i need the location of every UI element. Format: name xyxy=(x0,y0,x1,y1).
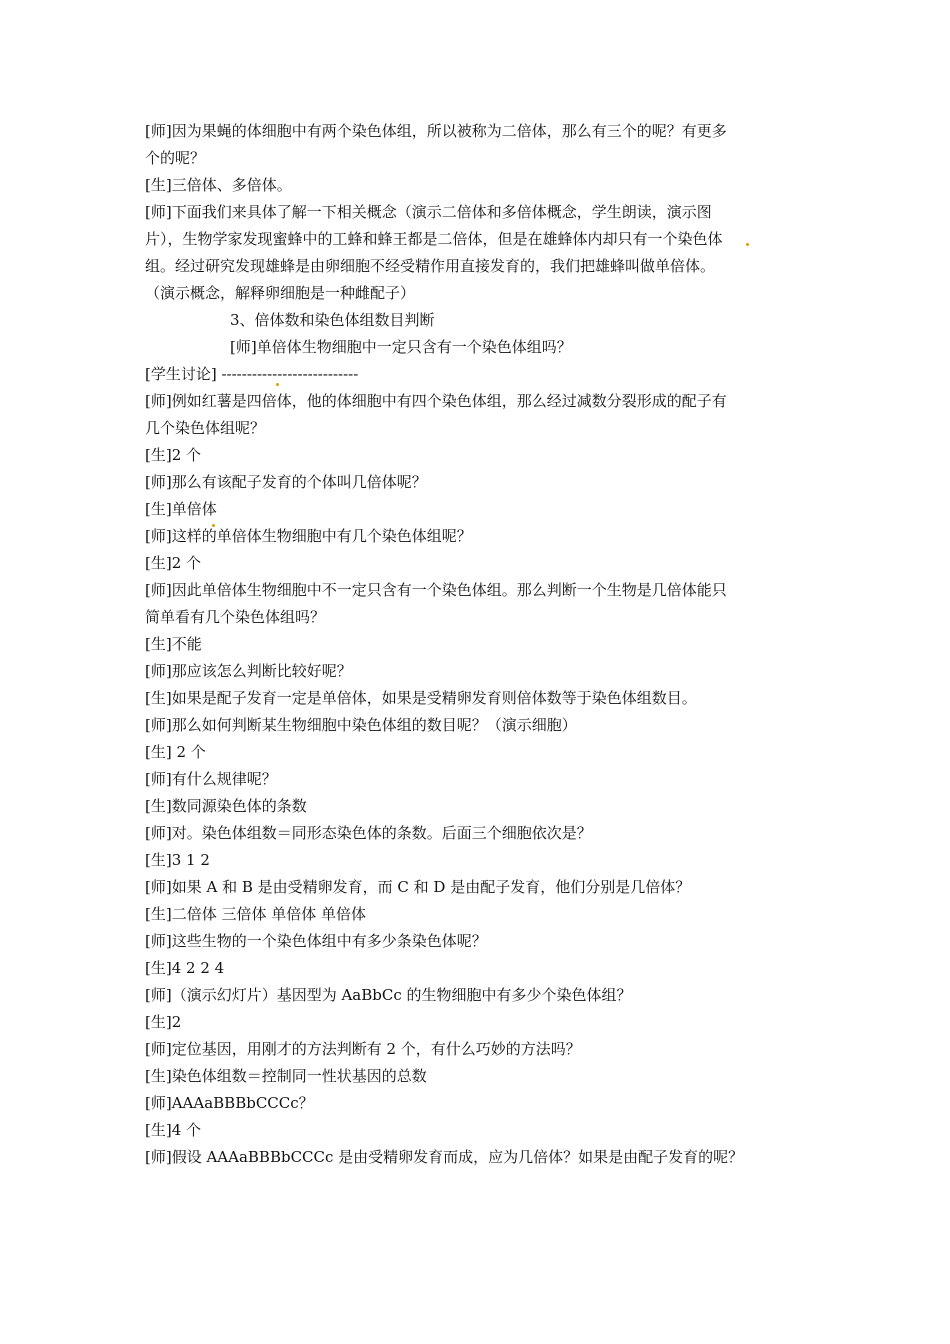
text-line: [师]那么如何判断某生物细胞中染色体组的数目呢？（演示细胞） xyxy=(145,716,577,734)
text-line: [生]三倍体、多倍体。 xyxy=(145,176,292,194)
speck-mark xyxy=(276,383,279,386)
text-line: 几个染色体组呢？ xyxy=(145,419,266,437)
text-line: [师]因此单倍体生物细胞中不一定只含有一个染色体组。那么判断一个生物是几倍体能只 xyxy=(145,581,727,599)
text-line: 个的呢？ xyxy=(145,149,206,167)
text-line: [生]2 个 xyxy=(145,446,202,464)
speck-mark xyxy=(212,524,215,527)
text-line: [师]单倍体生物细胞中一定只含有一个染色体组吗？ xyxy=(230,338,572,356)
text-line: [师]（演示幻灯片）基因型为 AaBbCc 的生物细胞中有多少个染色体组？ xyxy=(145,986,632,1004)
text-line: [师]因为果蝇的体细胞中有两个染色体组，所以被称为二倍体，那么有三个的呢？有更多 xyxy=(145,122,727,140)
text-line: [师]AAAaBBBbCCCc？ xyxy=(145,1094,314,1112)
text-line: [师]有什么规律呢？ xyxy=(145,770,277,788)
text-line: [生]不能 xyxy=(145,635,202,653)
text-line: [生]4 个 xyxy=(145,1121,202,1139)
text-line: [师]那么有该配子发育的个体叫几倍体呢？ xyxy=(145,473,427,491)
text-line: [生]3 1 2 xyxy=(145,851,210,869)
text-line: [生]染色体组数＝控制同一性状基因的总数 xyxy=(145,1067,427,1085)
document-body xyxy=(145,118,810,1171)
text-line: [生]2 xyxy=(145,1013,182,1031)
speck-mark xyxy=(746,243,749,246)
text-line: [师]假设 AAAaBBBbCCCc 是由受精卵发育而成，应为几倍体？如果是由配子发育的呢？ xyxy=(145,1148,744,1166)
text-line: （演示概念，解释卵细胞是一种雌配子） xyxy=(145,284,416,302)
text-line: [师]下面我们来具体了解一下相关概念（演示二倍体和多倍体概念，学生朗读，演示图 xyxy=(145,203,712,221)
text-line: [师]对。染色体组数＝同形态染色体的条数。后面三个细胞依次是？ xyxy=(145,824,592,842)
text-line: 片），生物学家发现蜜蜂中的工蜂和蜂王都是二倍体，但是在雄蜂体内却只有一个染色体 xyxy=(145,230,723,248)
text-line: [师]定位基因，用刚才的方法判断有 2 个，有什么巧妙的方法吗？ xyxy=(145,1040,581,1058)
text-line: [生]单倍体 xyxy=(145,500,217,518)
text-line: 简单看有几个染色体组吗？ xyxy=(145,608,326,626)
text-line: 组。经过研究发现雄蜂是由卵细胞不经受精作用直接发育的，我们把雄蜂叫做单倍体。 xyxy=(145,257,716,275)
text-line: [师]这些生物的一个染色体组中有多少条染色体呢？ xyxy=(145,932,487,950)
text-line: [生]二倍体 三倍体 单倍体 单倍体 xyxy=(145,905,367,923)
text-line: [生] 2 个 xyxy=(145,743,206,761)
text-line: [师]这样的单倍体生物细胞中有几个染色体组呢？ xyxy=(145,527,472,545)
section-heading: 3、倍体数和染色体组数目判断 xyxy=(230,311,435,329)
text-line: [生]4 2 2 4 xyxy=(145,959,225,977)
text-line: [学生讨论] --------------------------- xyxy=(145,365,359,383)
text-line: [师]例如红薯是四倍体，他的体细胞中有四个染色体组，那么经过减数分裂形成的配子有 xyxy=(145,392,727,410)
text-line: [师]那应该怎么判断比较好呢？ xyxy=(145,662,352,680)
text-line: [生]2 个 xyxy=(145,554,202,572)
text-line: [生]数同源染色体的条数 xyxy=(145,797,307,815)
text-line: [生]如果是配子发育一定是单倍体，如果是受精卵发育则倍体数等于染色体组数目。 xyxy=(145,689,697,707)
text-line: [师]如果 A 和 B 是由受精卵发育，而 C 和 D 是由配子发育，他们分别是几倍体？ xyxy=(145,878,691,896)
